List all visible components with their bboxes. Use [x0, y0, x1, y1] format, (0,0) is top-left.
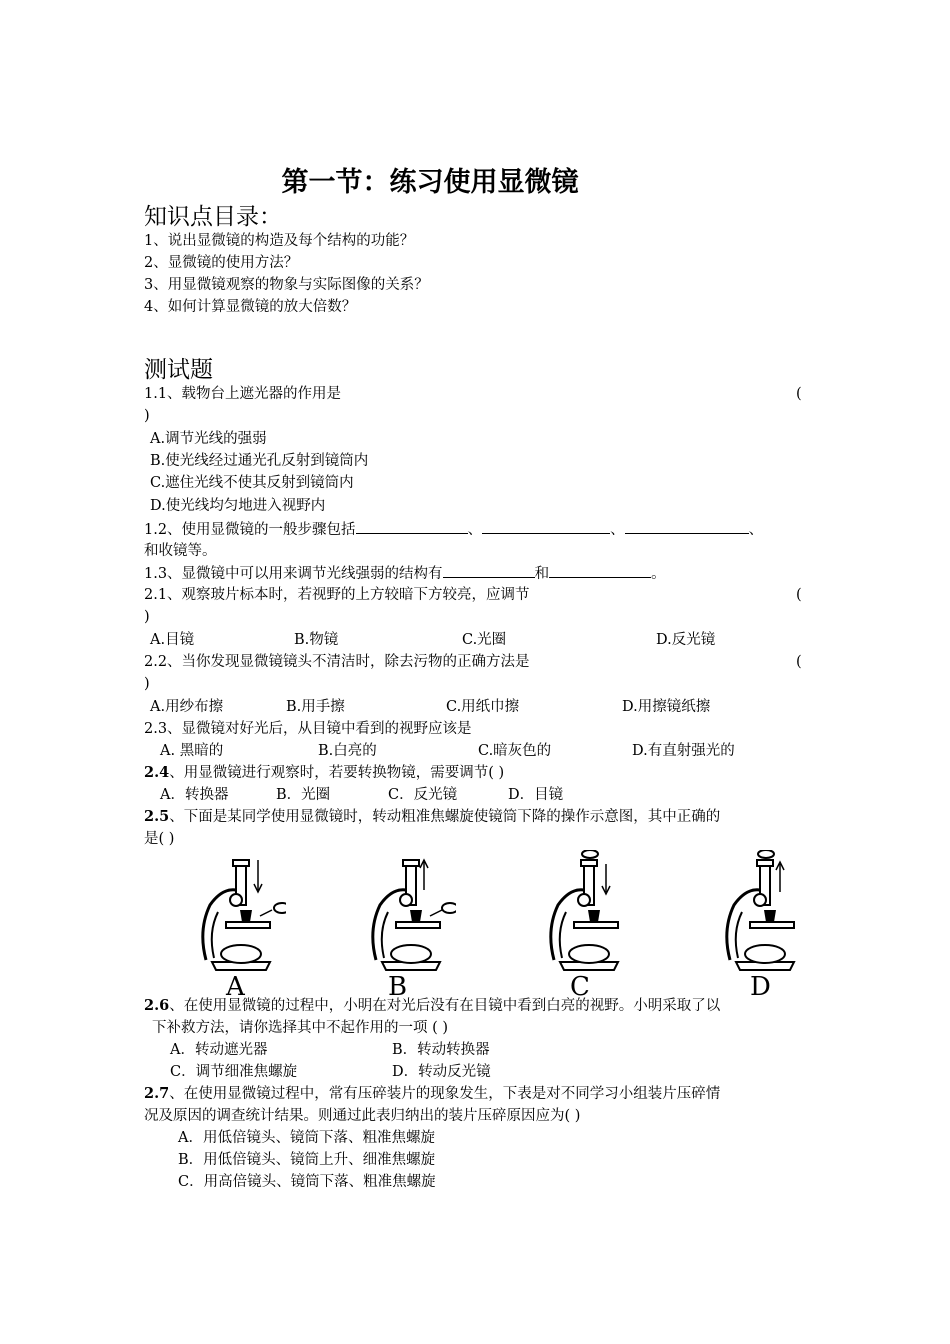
answer-paren-open: ( [796, 386, 802, 402]
figure-label: C [570, 972, 590, 1002]
option: A．转动遮光器 [170, 1042, 268, 1058]
option: B.物镜 [294, 632, 339, 648]
option: C.用纸巾擦 [446, 699, 520, 715]
answer-blank[interactable] [443, 563, 535, 578]
page-title: 第一节：练习使用显微镜 [281, 167, 579, 198]
question-2-5-stem: 、下面是某同学使用显微镜时，转动粗准焦螺旋使镜筒下降的操作示意图，其中正确的 [169, 809, 721, 825]
option: D.有直射强光的 [632, 743, 735, 759]
option: B.用手擦 [286, 699, 345, 715]
question-2-5 [144, 807, 720, 827]
option: C．调节细准焦螺旋 [170, 1064, 298, 1080]
microscope-figure-c [544, 850, 634, 1002]
answer-blank[interactable] [482, 519, 610, 534]
option: A．用低倍镜头、镜筒下落、粗准焦螺旋 [178, 1130, 435, 1146]
end-mark: 。 [651, 566, 666, 582]
figure-label: A [226, 972, 245, 1002]
option: D.使光线均匀地进入视野内 [150, 498, 326, 514]
knowledge-heading: 知识点目录： [144, 204, 282, 230]
knowledge-item: 4、如何计算显微镜的放大倍数？ [144, 299, 357, 315]
option: A. 黑暗的 [160, 743, 224, 759]
option: D.用擦镜纸擦 [622, 699, 711, 715]
option: A.目镜 [150, 632, 195, 648]
answer-paren-open: ( [796, 654, 802, 670]
option: D．目镜 [508, 787, 564, 803]
answer-paren-close: ) [144, 676, 150, 692]
question-2-4 [144, 763, 504, 783]
question-2-1-stem: 2.1、观察玻片标本时，若视野的上方较暗下方较亮，应调节 [144, 587, 530, 603]
question-1-3-stem: 1.3、显微镜中可以用来调节光线强弱的结构有 [144, 566, 443, 582]
question-2-7 [144, 1084, 720, 1104]
question-2-5-stem-cont: 是( ) [144, 831, 175, 847]
separator: 、 [748, 522, 764, 538]
option: B.白亮的 [318, 743, 377, 759]
option: C．用高倍镜头、镜筒下落、粗准焦螺旋 [178, 1174, 436, 1190]
question-number: 2.7 [144, 1085, 170, 1102]
test-heading: 测试题 [144, 357, 213, 383]
microscope-figure-b [366, 850, 456, 1002]
option: C．反光镜 [388, 787, 458, 803]
answer-blank[interactable] [625, 519, 749, 534]
option: D.反光镜 [656, 632, 716, 648]
separator: 、 [467, 522, 483, 538]
question-1-2-tail: 和收镜等。 [144, 543, 217, 559]
option: C.光圈 [462, 632, 507, 648]
answer-blank[interactable] [356, 519, 468, 534]
answer-paren-close: ) [144, 609, 150, 625]
option: B.使光线经过通光孔反射到镜筒内 [150, 453, 369, 469]
figure-label: B [388, 972, 408, 1002]
knowledge-item: 3、用显微镜观察的物象与实际图像的关系？ [144, 277, 429, 293]
microscope-figure-d [720, 850, 810, 1002]
option: B．光圈 [276, 787, 331, 803]
option: A.调节光线的强弱 [150, 431, 267, 447]
question-2-4-stem: 、用显微镜进行观察时，若要转换物镜，需要调节( ) [169, 765, 505, 781]
option: A.用纱布擦 [150, 699, 224, 715]
separator: 、 [610, 522, 625, 538]
question-2-6-stem-cont: 下补救方法，请你选择其中不起作用的一项 ( ) [152, 1020, 449, 1036]
question-1-3 [144, 563, 666, 584]
question-1-2 [144, 519, 763, 540]
question-number: 2.4 [144, 764, 170, 781]
option: B．转动转换器 [392, 1042, 490, 1058]
question-number: 2.5 [144, 808, 170, 825]
question-2-6-stem: 、在使用显微镜的过程中，小明在对光后没有在目镜中看到白亮的视野。小明采取了以 [169, 998, 721, 1014]
answer-blank[interactable] [549, 563, 651, 578]
question-2-6 [144, 996, 720, 1016]
option: B．用低倍镜头、镜筒上升、细准焦螺旋 [178, 1152, 436, 1168]
answer-paren-close: ) [144, 408, 150, 424]
knowledge-item: 2、显微镜的使用方法？ [144, 255, 299, 271]
question-number: 2.6 [144, 997, 170, 1014]
option: D．转动反光镜 [392, 1064, 491, 1080]
option: C.遮住光线不使其反射到镜筒内 [150, 475, 354, 491]
question-2-3-stem: 2.3、显微镜对好光后，从目镜中看到的视野应该是 [144, 721, 472, 737]
conjunction: 和 [534, 566, 550, 582]
question-1-2-stem: 1.2、使用显微镜的一般步骤包括 [144, 522, 356, 538]
question-2-7-stem-cont: 况及原因的调查统计结果。则通过此表归纳出的装片压碎原因应为( ) [144, 1108, 581, 1124]
question-1-1-stem: 1.1、载物台上遮光器的作用是 [144, 386, 342, 402]
question-2-2-stem: 2.2、当你发现显微镜镜头不清洁时，除去污物的正确方法是 [144, 654, 530, 670]
option: C.暗灰色的 [478, 743, 552, 759]
microscope-figure-a [196, 850, 286, 1002]
figure-label: D [750, 972, 771, 1002]
answer-paren-open: ( [796, 587, 802, 603]
option: A．转换器 [160, 787, 229, 803]
knowledge-item: 1、说出显微镜的构造及每个结构的功能？ [144, 233, 415, 249]
question-2-7-stem: 、在使用显微镜过程中，常有压碎装片的现象发生，下表是对不同学习小组装片压碎情 [169, 1086, 721, 1102]
